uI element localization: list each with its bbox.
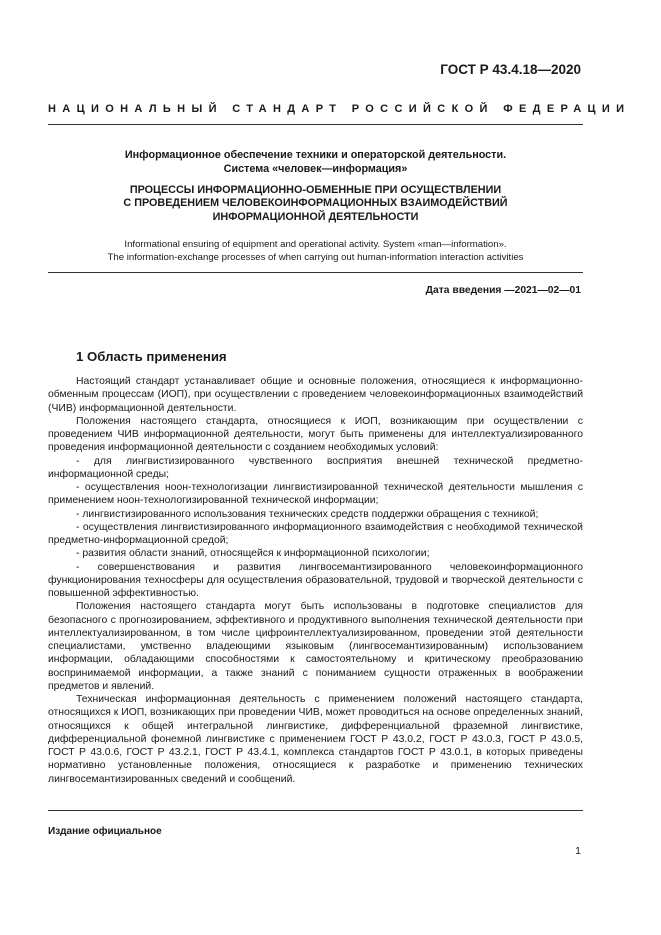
official-edition-label: Издание официальное — [48, 826, 162, 837]
series-title-line: Система «человек—информация» — [223, 163, 408, 175]
document-title-line: ИНФОРМАЦИОННОЙ ДЕЯТЕЛЬНОСТИ — [212, 210, 419, 223]
english-title-line: Informational ensuring of equipment and operational activity. System «man—information». — [124, 239, 507, 250]
english-title — [48, 238, 583, 264]
list-item: - осуществления ноон-технологизации лингвистизированной технической деятельности мышления с применением ноон-технологизированной технической информации; — [48, 482, 583, 507]
series-title-line: Информационное обеспечение техники и операторской деятельности. — [124, 149, 507, 161]
document-title-line: С ПРОВЕДЕНИЕМ ЧЕЛОВЕКОИНФОРМАЦИОННЫХ ВЗАИМОДЕЙСТВИЙ — [123, 197, 508, 210]
title-divider — [48, 272, 583, 273]
paragraph: Положения настоящего стандарта могут быть использованы в подготовке специалистов для безопасного с прогнозированием, эффективного и продуктивного выполнения технической деятельности при интеллектуализированном, в том числе цифроинтеллектуализированном, проведении этой деятельности специалистами, умственно владеющими языковым (лингвосемантизированным) использованием информации, обладающими способностями к самостоятельному и критическому преобразованию воспринимаемой информации, а также знаний с пониманием сущности отраженных в воображении предметов и явлений. — [48, 601, 583, 692]
list-item: - осуществления лингвистизированного информационного взаимодействия с необходимой технической предметно-информационной средой; — [48, 521, 583, 546]
gost-number: ГОСТ Р 43.4.18—2020 — [440, 62, 581, 77]
top-divider — [48, 124, 583, 125]
paragraph: Техническая информационная деятельность с применением положений настоящего стандарта, относящихся к ИОП, возникающих при проведении ЧИВ, может проводиться на основе определенных знаний, относящихся к общей интегральной лингвистике, дифференциальной фраземной лингвистике, дифференциальной фонемной лингвистике с применением ГОСТ Р 43.0.2, ГОСТ Р 43.0.3, ГОСТ Р 43.0.5, ГОСТ Р 43.0.6, ГОСТ Р 43.2.1, ГОСТ Р 43.4.1, комплекса стандартов ГОСТ Р 43.0.1, в которых приведены нормативно установленные положения, относящиеся к разработке и применению технических лингвосемантизированных сведений и сообщений. — [48, 694, 583, 785]
section-body — [48, 375, 583, 786]
list-item: - развития области знаний, относящейся к информационной психологии; — [76, 548, 430, 560]
list-item: - совершенствования и развития лингвосемантизированного человекоинформационного функционирования техносферы для осуществления образовательной, трудовой и творческой деятельности с повышенной эффективностью. — [48, 561, 583, 599]
series-title — [48, 148, 583, 176]
list-item: - для лингвистизированного чувственного восприятия внешней технической предметно-информационной среды; — [48, 455, 583, 480]
paragraph: Положения настоящего стандарта, относящиеся к ИОП, возникающим при осуществлении с проведением ЧИВ информационной деятельности, могут быть применены для интеллектуализированного проведения информационной деятельности с созданием необходимых условий: — [48, 415, 583, 454]
paragraph: Настоящий стандарт устанавливает общие и основные положения, относящиеся к информационно-обменным процессам (ИОП), при осуществлении с проведением человекоинформационных взаимодействий (ЧИВ) информационной деятельности. — [48, 376, 583, 414]
national-standard-banner: НАЦИОНАЛЬНЫЙ СТАНДАРТ РОССИЙСКОЙ ФЕДЕРАЦИИ — [48, 103, 631, 115]
document-title — [48, 184, 583, 224]
introduction-date: Дата введения —2021—02—01 — [425, 285, 581, 296]
english-title-line: The information-exchange processes of when carrying out human-information interaction activities — [107, 252, 524, 263]
page-number: 1 — [575, 845, 581, 857]
document-title-line: ПРОЦЕССЫ ИНФОРМАЦИОННО-ОБМЕННЫЕ ПРИ ОСУЩЕСТВЛЕНИИ — [129, 184, 502, 196]
list-item: - лингвистизированного использования технических средств поддержки обращения с техникой; — [76, 508, 539, 520]
footer-divider — [48, 810, 583, 811]
section-heading: 1 Область применения — [76, 349, 227, 364]
